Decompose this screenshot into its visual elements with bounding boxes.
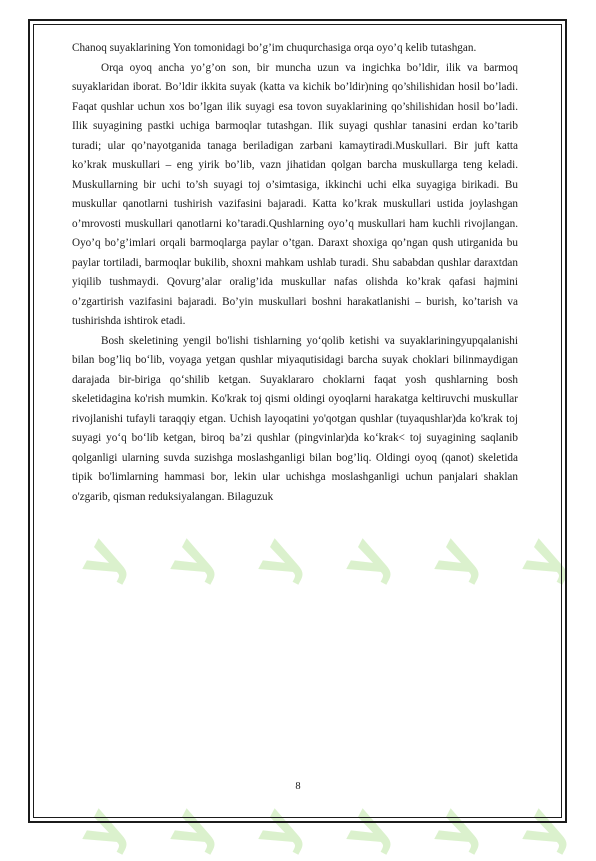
- watermark-text: y: [152, 527, 227, 591]
- watermark-text: y: [328, 797, 403, 861]
- watermark-text: y: [152, 797, 227, 861]
- watermark-text: y: [504, 797, 579, 861]
- paragraph: Chanoq suyaklarining Yon tomonidagi bo’g’im chuqurchasiga orqa oyo’q kelib tutashgan.: [72, 42, 477, 54]
- paragraph: Bosh skeletining yengil bo'lishi tishlarning yo‘qolib ketishi va suyaklariningyupqalanishi bilan bog’liq bo‘lib, voyaga yetgan qushlar miyaqutisidagi barcha suyak choklari bilinmaydigan darajada bir-biriga qo‘shilib ketgan. Suyaklararo choklarni faqat yosh qushlarning bosh skeletidagina ko'rish mumkin. Ko'krak toj qismi oldingi oyoqlarni harakatga keltiruvchi muskullar rivojlanishi tufayli taraqqiy etgan. Uchish layoqatini yo'qotgan qushlar (tuyaqushlar)da ko'krak toj suyagi yo‘q bo‘lib ketgan, biroq ba’zi qushlar (pingvinlar)da ko‘krak< toj suyagining saqlanib qolganligi ularning suvda suzishga moslashganligi bilan bog’liq. Oldingi oyoq (qanot) skeletida tipik bo'limlarning hammasi bor, lekin ular uchishga moslashganligi uchun panjalari shaklan o'zgarib, qisman reduksiyalangan. Bilaguzuk: [72, 334, 518, 503]
- watermark-text: y: [64, 797, 139, 861]
- watermark-text: y: [64, 527, 139, 591]
- page-number: 8: [295, 781, 301, 792]
- watermark-text: y: [240, 527, 315, 591]
- watermark-text: y: [416, 797, 491, 861]
- document-body: [72, 39, 518, 507]
- paragraph: Orqa oyoq ancha yo’g’on son, bir muncha uzun va ingichka bo’ldir, ilik va barmoq suyaklaridan iborat. Bo’ldir ikkita suyak (katta va kichik bo’ldir)ning qo’shilishidan hosil bo’ladi. Faqat qushlar uchun xos bo’lgan ilik suyagi esa tovon suyaklarining qo’shilishidan hosil bo’ladi. Ilik suyagining pastki uchiga barmoqlar tutashgan. Ilik suyagi qushlar tanasini erdan ko’tarib turadi; ular qo’nayotganida tanaga beriladigan zarbani kamaytiradi.Muskullari. Bir juft katta ko’krak muskullari – eng yirik bo’lib, vazn jihatidan qolgan barcha muskullarga teng keladi. Muskullarning bir uchi to’sh suyagi toj o’simtasiga, ikkinchi uchi elka suyagiga birikadi. Bu muskullar qanotlarni tushirish vazifasini bajaradi. Katta ko’krak muskullari ustida joylashgan o’mrovosti muskullari qanotlarni ko’taradi.Qushlarning oyo’q muskullari ham kuchli rivojlangan. Oyo’q bo’g’imlari orqali barmoqlarga paylar o’tgan. Daraxt shoxiga qo’ngan qush utirganida bu paylar tortiladi, barmoqlar bukilib, shoxni mahkam ushlab turadi. Shu sababdan qushlar daraxtdan yiqilib tushmaydi. Qovurg’alar oralig’ida muskullar nafas olishda ko’krak qafasi hajmini o’zgartirish vazifasini bajaradi. Bo’yin muskullari boshni harakatlanishi – burish, ko’tarish va tushirishda ishtirok etadi.: [72, 61, 518, 327]
- watermark-text: y: [240, 797, 315, 861]
- watermark-text: y: [504, 527, 579, 591]
- watermark-text: y: [328, 527, 403, 591]
- watermark-text: y: [416, 527, 491, 591]
